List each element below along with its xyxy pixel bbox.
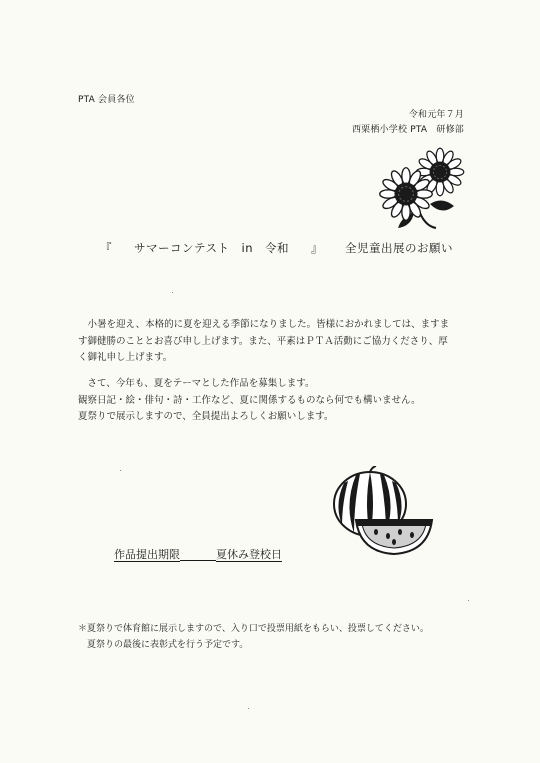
- sender: 西栗栖小学校 PTA 研修部: [351, 125, 464, 135]
- body-line: 夏祭りで展示しますので、全員提出よろしくお願いします。: [78, 411, 334, 422]
- title-open-bracket: 『: [100, 241, 112, 255]
- body-line: さて、今年も、夏をテーマとした作品を募集します。: [78, 378, 315, 389]
- addressee: PTA 会員各位: [78, 95, 135, 105]
- sunflowers-illustration: [378, 146, 470, 230]
- scan-speck: [468, 600, 469, 601]
- issue-date: 令和元年７月: [408, 110, 464, 120]
- scan-speck: [120, 470, 121, 471]
- deadline-label: 作品提出期限: [114, 548, 180, 561]
- scan-speck: [248, 708, 249, 709]
- notes: [78, 621, 429, 653]
- scan-speck: [172, 292, 173, 293]
- document-title: [100, 240, 453, 256]
- note-line: 夏祭りの最後に表彰式を行う予定です。: [78, 640, 249, 650]
- watermelon-illustration: [330, 466, 434, 556]
- note-line: ＊夏祭りで体育館に展示しますので、入り口で投票用紙をもらい、投票してください。: [78, 624, 429, 634]
- body-paragraph-2: [78, 376, 478, 426]
- deadline-value: 夏休み登校日: [216, 548, 282, 561]
- body-line: く御礼申し上げます。: [78, 352, 173, 363]
- deadline-line: [114, 546, 282, 562]
- body-line: 小暑を迎え、本格的に夏を迎える季節になりました。皆様におかれましては、ますま: [78, 319, 450, 330]
- body-line: 観察日記・絵・俳句・詩・工作など、夏に関係するものなら何でも構いません。: [78, 394, 421, 406]
- body-paragraph-1: [78, 317, 470, 367]
- body-line: す御健勝のこととお喜び申し上げます。また、平素はＰＴＡ活動にご協力くださり、厚: [78, 335, 448, 347]
- contest-name: サマーコンテスト in 令和: [134, 241, 290, 255]
- title-subtitle: 全児童出展のお願い: [345, 241, 454, 255]
- title-close-bracket: 』: [311, 241, 324, 255]
